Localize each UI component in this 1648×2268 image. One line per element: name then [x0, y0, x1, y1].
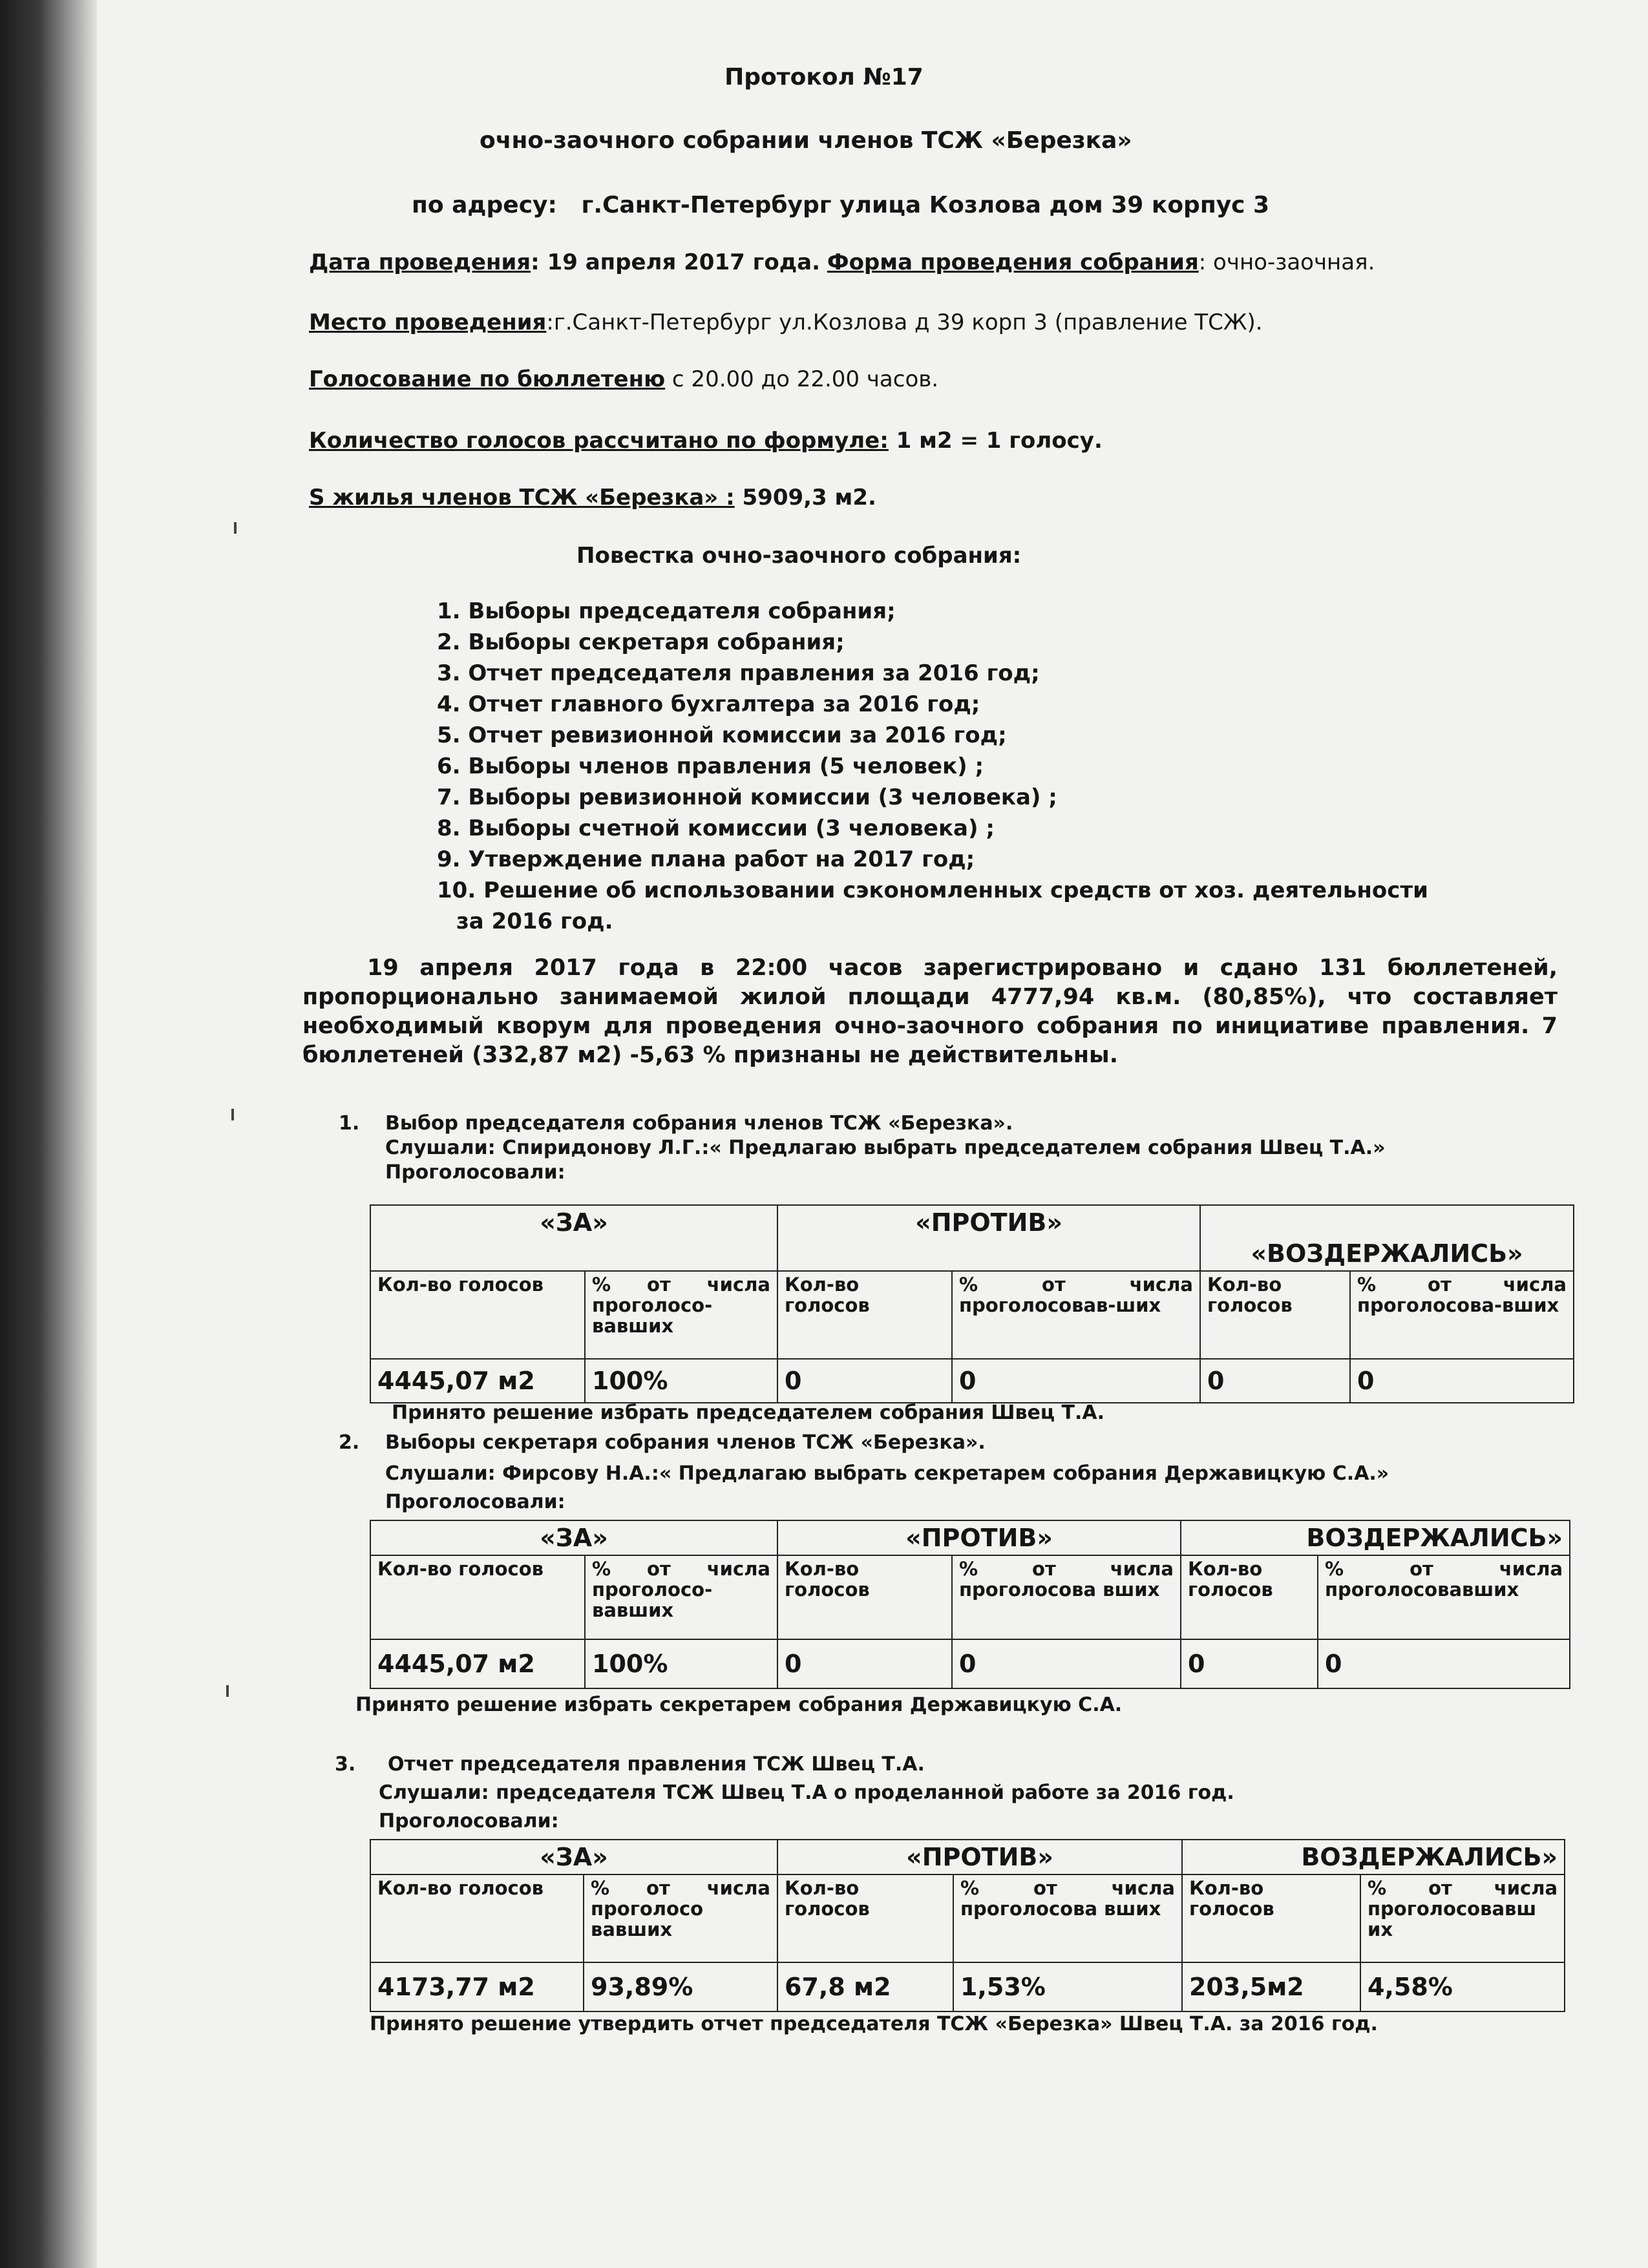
- address-label: по адресу:: [412, 192, 557, 218]
- voting-label: Голосование по бюллетеню: [309, 366, 666, 392]
- agenda-item: 2. Выборы секретаря собрания;: [437, 629, 845, 655]
- document-title: Протокол №17: [724, 64, 924, 90]
- agenda-item: 8. Выборы счетной комиссии (3 человека) ;: [437, 815, 995, 841]
- vozd-header: «ВОЗДЕРЖАЛИСЬ»: [1200, 1205, 1574, 1271]
- quorum-paragraph: 19 апреля 2017 года в 22:00 часов зарегистрировано и сдано 131 бюллетеней, пропорционально занимаемой жилой площади 4777,94 кв.м. (80,85%), что составляет необходимый кворум для проведения очно-заочного собрания по инициативе правления. 7 бюллетеней (332,87 м2) -5,63 % признаны не действительны.: [302, 955, 1558, 1068]
- section-3-number: 3.: [335, 1753, 356, 1776]
- section-1-vote-table: [370, 1204, 1574, 1403]
- section-1-voted: Проголосовали:: [385, 1161, 565, 1184]
- date-label: Дата проведения: [309, 249, 531, 275]
- vozd-votes-value: 0: [1200, 1359, 1350, 1403]
- vozd-votes-value: 203,5м2: [1182, 1962, 1360, 2011]
- votes-col-header: Кол-во голосов: [370, 1555, 585, 1639]
- votes-col-header: Кол-во голосов: [777, 1874, 953, 1962]
- votes-col-header: Кол-во голосов: [1181, 1555, 1318, 1639]
- document-subtitle: очно-заочного собрании членов ТСЖ «Березка»: [480, 127, 1132, 154]
- agenda-list: [437, 596, 1428, 937]
- section-2-voted: Проголосовали:: [385, 1491, 565, 1513]
- pct-col-header: % от числа проголосовавш их: [1360, 1874, 1565, 1962]
- protiv-votes-value: 0: [777, 1639, 952, 1688]
- za-header: «ЗА»: [370, 1520, 777, 1555]
- pct-col-header: % от числа проголосова вших: [953, 1874, 1182, 1962]
- date-line: [309, 248, 1375, 277]
- section-2-number: 2.: [339, 1431, 360, 1454]
- place-label: Место проведения: [309, 310, 547, 335]
- date-value: : 19 апреля 2017 года.: [531, 249, 821, 275]
- vozd-header: ВОЗДЕРЖАЛИСЬ»: [1182, 1840, 1565, 1874]
- scan-mark: [231, 1109, 234, 1120]
- place-line: [309, 308, 1263, 337]
- votes-col-header: Кол-во голосов: [1182, 1874, 1360, 1962]
- pct-col-header: % от числа проголосо-вавших: [585, 1271, 777, 1359]
- pct-col-header: % от числа проголосо вавших: [584, 1874, 777, 1962]
- agenda-item: 5. Отчет ревизионной комиссии за 2016 год;: [437, 722, 1007, 748]
- section-1-decision: Принято решение избрать председателем собрания Швец Т.А.: [392, 1402, 1104, 1424]
- votes-col-header: Кол-во голосов: [370, 1874, 584, 1962]
- section-3-voted: Проголосовали:: [379, 1810, 559, 1832]
- formula-line: [309, 426, 1103, 455]
- agenda-item: 6. Выборы членов правления (5 человек) ;: [437, 753, 984, 779]
- area-label: S жилья членов ТСЖ «Березка» :: [309, 485, 735, 510]
- section-3-vote-table: [370, 1839, 1565, 2012]
- protiv-header: «ПРОТИВ»: [777, 1205, 1200, 1271]
- za-pct-value: 100%: [585, 1359, 777, 1403]
- protiv-pct-value: 1,53%: [953, 1962, 1182, 2011]
- section-3-heading: Отчет председателя правления ТСЖ Швец Т.А.: [388, 1753, 925, 1776]
- protiv-pct-value: 0: [952, 1359, 1200, 1403]
- scan-mark: [234, 522, 237, 534]
- section-2-vote-table: [370, 1520, 1570, 1689]
- vozd-header: ВОЗДЕРЖАЛИСЬ»: [1181, 1520, 1570, 1555]
- section-2-decision: Принято решение избрать секретарем собрания Державицкую С.А.: [355, 1694, 1123, 1716]
- za-header: «ЗА»: [370, 1840, 777, 1874]
- address-line: [412, 191, 1269, 220]
- za-pct-value: 93,89%: [584, 1962, 777, 2011]
- section-3-heard: Слушали: председателя ТСЖ Швец Т.А о проделанной работе за 2016 год.: [379, 1781, 1234, 1804]
- za-votes-value: 4173,77 м2: [370, 1962, 584, 2011]
- form-value: : очно-заочная.: [1198, 249, 1375, 275]
- agenda-item: 3. Отчет председателя правления за 2016 год;: [437, 660, 1040, 686]
- pct-col-header: % от числа проголосова-вших: [1350, 1271, 1574, 1359]
- scan-mark: [226, 1685, 229, 1697]
- votes-col-header: Кол-во голосов: [777, 1271, 952, 1359]
- voting-line: [309, 365, 938, 394]
- form-label: Форма проведения собрания: [827, 249, 1199, 275]
- protiv-pct-value: 0: [952, 1639, 1181, 1688]
- votes-col-header: Кол-во голосов: [777, 1555, 952, 1639]
- pct-col-header: % от числа проголосова вших: [952, 1555, 1181, 1639]
- pct-col-header: % от числа проголосовавших: [1318, 1555, 1570, 1639]
- votes-col-header: Кол-во голосов: [1200, 1271, 1350, 1359]
- votes-col-header: Кол-во голосов: [370, 1271, 585, 1359]
- formula-value: 1 м2 = 1 голосу.: [888, 428, 1103, 454]
- agenda-item: 7. Выборы ревизионной комиссии (3 человека) ;: [437, 784, 1057, 810]
- vozd-pct-value: 0: [1318, 1639, 1570, 1688]
- section-1-heard: Слушали: Спиридонову Л.Г.:« Предлагаю выбрать председателем собрания Швец Т.А.»: [385, 1137, 1386, 1159]
- voting-value: с 20.00 до 22.00 часов.: [665, 366, 939, 392]
- section-2-heard: Слушали: Фирсову Н.А.:« Предлагаю выбрать секретарем собрания Державицкую С.А.»: [385, 1462, 1389, 1485]
- area-line: [309, 483, 876, 512]
- formula-label: Количество голосов рассчитано по формуле:: [309, 428, 889, 454]
- za-votes-value: 4445,07 м2: [370, 1359, 585, 1403]
- agenda-item: 4. Отчет главного бухгалтера за 2016 год;: [437, 691, 980, 717]
- section-3-decision: Принято решение утвердить отчет председателя ТСЖ «Березка» Швец Т.А. за 2016 год.: [370, 2013, 1378, 2035]
- vozd-pct-value: 0: [1350, 1359, 1574, 1403]
- protiv-header: «ПРОТИВ»: [777, 1520, 1181, 1555]
- agenda-item: 10. Решение об использовании сэкономленных средств от хоз. деятельности: [437, 877, 1428, 903]
- vozd-pct-value: 4,58%: [1360, 1962, 1565, 2011]
- section-1-number: 1.: [339, 1112, 360, 1135]
- za-header: «ЗА»: [370, 1205, 777, 1271]
- section-1-heading: Выбор председателя собрания членов ТСЖ «Березка».: [385, 1112, 1013, 1135]
- vozd-votes-value: 0: [1181, 1639, 1318, 1688]
- protiv-header: «ПРОТИВ»: [777, 1840, 1182, 1874]
- protiv-votes-value: 67,8 м2: [777, 1962, 953, 2011]
- section-2-heading: Выборы секретаря собрания членов ТСЖ «Березка».: [385, 1431, 986, 1454]
- place-value: :г.Санкт-Петербург ул.Козлова д 39 корп 3 (правление ТСЖ).: [546, 310, 1263, 335]
- za-votes-value: 4445,07 м2: [370, 1639, 585, 1688]
- area-value: 5909,3 м2.: [734, 485, 876, 510]
- agenda-item: 1. Выборы председателя собрания;: [437, 598, 896, 624]
- za-pct-value: 100%: [585, 1639, 777, 1688]
- agenda-item: за 2016 год.: [456, 908, 613, 934]
- agenda-title: Повестка очно-заочного собрания:: [576, 543, 1022, 569]
- pct-col-header: % от числа проголосо-вавших: [585, 1555, 777, 1639]
- agenda-item: 9. Утверждение плана работ на 2017 год;: [437, 846, 975, 872]
- protiv-votes-value: 0: [777, 1359, 952, 1403]
- address-value: г.Санкт-Петербург улица Козлова дом 39 корпус 3: [581, 192, 1270, 218]
- pct-col-header: % от числа проголосовав-ших: [952, 1271, 1200, 1359]
